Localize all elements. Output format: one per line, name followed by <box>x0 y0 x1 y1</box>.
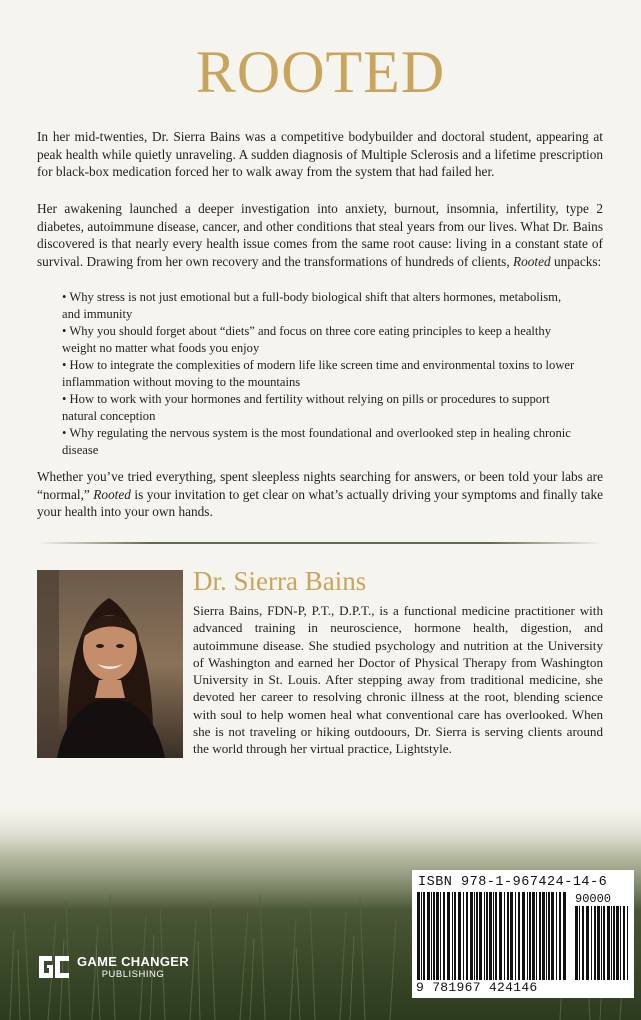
barcode-bar <box>431 892 432 980</box>
barcode-bar <box>601 906 602 980</box>
barcode-bar <box>495 892 497 980</box>
barcode-bar <box>476 892 478 980</box>
barcode-bar <box>427 892 430 980</box>
barcode-bar <box>479 892 482 980</box>
barcode-bar <box>597 906 600 980</box>
barcode-bar <box>463 892 464 980</box>
author-photo <box>37 570 183 758</box>
barcode-bar <box>613 906 615 980</box>
barcode-bar <box>591 906 592 980</box>
closing-text-end: is your invitation to get clear on what’s actually driving your symptoms and finally take your health into your own hands. <box>37 486 604 519</box>
isbn-number: ISBN 978-1-967424-14-6 <box>418 875 608 890</box>
barcode-bar <box>499 892 502 980</box>
barcode-bar <box>620 906 621 980</box>
barcode-bar <box>607 906 610 980</box>
barcode-bar <box>575 906 578 980</box>
barcode-bar <box>522 892 525 980</box>
list-item: • Why you should forget about “diets” and focus on three core eating principles to keep a healthy weight no matter what foods you enjoy <box>62 324 552 355</box>
barcode-bar <box>452 892 453 980</box>
barcode-bar <box>611 906 612 980</box>
barcode-bar <box>440 892 441 980</box>
barcode-bar <box>423 892 425 980</box>
barcode-bar <box>627 906 628 980</box>
barcode-bar <box>548 892 550 980</box>
book-title: ROOTED <box>195 39 446 105</box>
barcode-digits: 9 781967 424146 <box>416 980 538 995</box>
key-points-list <box>62 289 576 459</box>
barcode-bar <box>594 906 596 980</box>
barcode-bar <box>421 892 422 980</box>
barcode-bar <box>443 892 445 980</box>
barcode-bar <box>616 906 619 980</box>
barcode-bar <box>579 906 580 980</box>
barcode-bar <box>436 892 439 980</box>
book-title-inline: Rooted <box>512 253 551 269</box>
publisher-name <box>77 954 189 980</box>
list-item: • How to integrate the complexities of modern life like screen time and environmental toxins to lower inflammation without moving to the mountains <box>62 358 575 389</box>
intro-paragraph: In her mid-twenties, Dr. Sierra Bains was a competitive bodybuilder and doctoral student, appearing at peak health while quietly unraveling. A sudden diagnosis of Multiple Sclerosis and a lifetime prescription for black-box medication forced her to walk away from the system that had failed her. <box>37 129 603 179</box>
barcode-bar <box>484 892 485 980</box>
barcode-bar <box>582 906 584 980</box>
barcode-bar <box>458 892 461 980</box>
barcode-bar <box>515 892 516 980</box>
author-name: Dr. Sierra Bains <box>193 566 367 596</box>
barcode-bar <box>527 892 528 980</box>
barcode-bar <box>542 892 545 980</box>
awakening-text: Her awakening launched a deeper investigation into anxiety, burnout, insomnia, infertility, type 2 diabetes, autoimmune disease, cancer, and other conditions that steal years from our lives. What Dr. Bains discovered is that nearly every health issue comes from the same root cause: living in a constant state of survival. Drawing from her own recovery and the transformations of hundreds of clients, <box>37 201 603 269</box>
barcode-bars <box>416 892 568 980</box>
list-item: • Why stress is not just emotional but a full-body biological shift that alters hormones, metabolism, and immunity <box>62 290 562 321</box>
barcode-bar <box>518 892 520 980</box>
book-title-inline: Rooted <box>93 486 131 502</box>
closing-text: Whether you’ve tried everything, spent sleepless nights searching for answers, or been told your labs are “normal,” <box>37 469 603 502</box>
closing-paragraph <box>37 468 603 521</box>
barcode-bar <box>454 892 456 980</box>
barcode-bar <box>559 892 561 980</box>
gc-logo-icon <box>37 952 71 982</box>
barcode-bar <box>546 892 547 980</box>
barcode-bar <box>623 906 625 980</box>
barcode-bar <box>563 892 566 980</box>
barcode-bar <box>510 892 513 980</box>
publisher-name-line2: PUBLISHING <box>101 969 165 980</box>
barcode-bar <box>447 892 450 980</box>
author-portrait-image <box>37 570 183 758</box>
barcode-bar <box>489 892 492 980</box>
barcode-bar <box>474 892 475 980</box>
barcode-bar <box>556 892 557 980</box>
barcode-bar <box>470 892 473 980</box>
barcode-bar <box>486 892 488 980</box>
author-bio: Sierra Bains, FDN-P, P.T., D.P.T., is a functional medicine practitioner with advanced training in neuroscience, hormone health, digestion, and autoimmune disease. She studied psychology and nutrition at the University of Washington and earned her Doctor of Physical Therapy from Washington University in St. Louis. After stepping away from traditional medicine, she devoted her career to resolving chronic illness at the root, blending science with soul to help women heal what conventional care has overlooked. When she is not traveling or hiking outdoours, Dr. Sierra is serving clients around the world through her virtual practice, Lightstyle. <box>193 603 603 757</box>
price-code: 90000 <box>575 892 612 906</box>
barcode-bar <box>417 892 420 980</box>
barcode-bar <box>504 892 505 980</box>
barcode-bar <box>551 892 554 980</box>
awakening-text-end: unpacks: <box>553 253 602 269</box>
barcode-bar <box>532 892 535 980</box>
barcode-bar <box>536 892 537 980</box>
list-item: • How to work with your hormones and fertility without relying on pills or procedures to support natural conception <box>62 392 550 423</box>
awakening-paragraph <box>37 200 603 270</box>
barcode-bar <box>529 892 531 980</box>
barcode-bar <box>507 892 509 980</box>
list-item: • Why regulating the nervous system is the most foundational and overlooked step in healing chronic disease <box>62 426 571 457</box>
barcode-bar <box>539 892 541 980</box>
isbn-barcode <box>412 870 634 998</box>
barcode-bar <box>466 892 468 980</box>
barcode-addon-bars <box>574 906 630 980</box>
publisher-logo <box>37 952 189 982</box>
barcode-bar <box>433 892 435 980</box>
publisher-name-line1: GAME CHANGER <box>77 954 189 969</box>
barcode-bar <box>586 906 589 980</box>
section-divider <box>37 542 603 544</box>
barcode-bar <box>603 906 605 980</box>
barcode-bar <box>493 892 494 980</box>
